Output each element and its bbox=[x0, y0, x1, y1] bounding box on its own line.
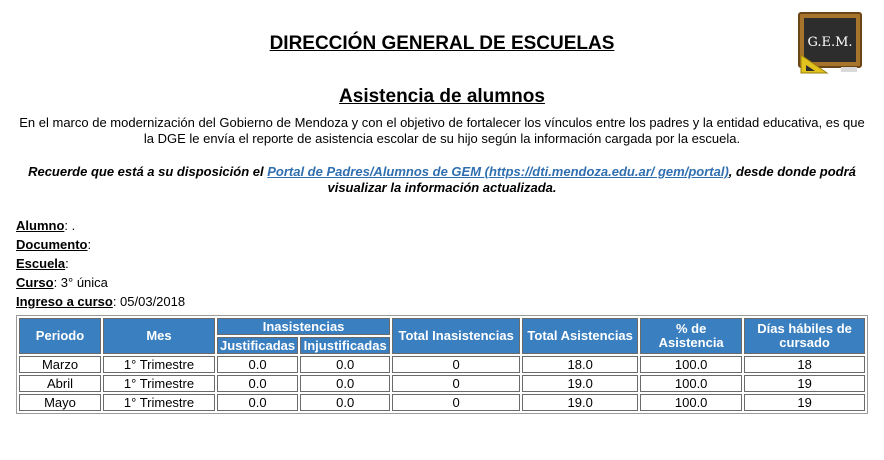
report-title: Asistencia de alumnos bbox=[339, 86, 545, 107]
cell-total-inasistencias: 0 bbox=[392, 394, 520, 411]
portal-link[interactable]: Portal de Padres/Alumnos de GEM (https://dti.mendoza.edu.ar/ gem/portal) bbox=[267, 164, 729, 179]
cell-total-asistencias: 19.0 bbox=[522, 375, 638, 392]
header-mes: Mes bbox=[103, 318, 215, 354]
table-row bbox=[19, 356, 865, 373]
cell-dias: 18 bbox=[744, 356, 865, 373]
cell-justificadas: 0.0 bbox=[217, 375, 298, 392]
header-justificadas: Justificadas bbox=[217, 337, 298, 354]
cell-periodo: Abril bbox=[19, 375, 101, 392]
intro-paragraph: En el marco de modernización del Gobierno de Mendoza y con el objetivo de fortalecer los vínculos entre los padres y la entidad educativa, es que la DGE le envía el reporte de asistencia escolar de su hijo según la información cargada por la escuela. bbox=[19, 115, 865, 146]
alumno-value: : . bbox=[64, 218, 76, 233]
alumno-label: Alumno bbox=[16, 218, 65, 233]
student-info bbox=[16, 216, 185, 311]
header-periodo: Periodo bbox=[19, 318, 101, 354]
cell-total-inasistencias: 0 bbox=[392, 375, 520, 392]
escuela-label: Escuela bbox=[16, 256, 66, 271]
ingreso-value: : 05/03/2018 bbox=[112, 294, 186, 309]
cell-injustificadas: 0.0 bbox=[300, 356, 390, 373]
cell-total-asistencias: 19.0 bbox=[522, 394, 638, 411]
alumno-row bbox=[16, 216, 185, 235]
cell-mes: 1° Trimestre bbox=[103, 356, 215, 373]
header-total-inasistencias: Total Inasistencias bbox=[392, 318, 520, 354]
cell-dias: 19 bbox=[744, 394, 865, 411]
portal-reminder bbox=[14, 164, 870, 196]
escuela-row bbox=[16, 254, 185, 273]
documento-row bbox=[16, 235, 185, 254]
escuela-value: : bbox=[65, 256, 69, 271]
header-dias-habiles: Días hábiles de cursado bbox=[744, 318, 865, 354]
curso-row bbox=[16, 273, 185, 292]
cell-justificadas: 0.0 bbox=[217, 356, 298, 373]
cell-justificadas: 0.0 bbox=[217, 394, 298, 411]
header-total-asistencias: Total Asistencias bbox=[522, 318, 638, 354]
logo-text: G.E.M. bbox=[807, 35, 853, 50]
cell-dias: 19 bbox=[744, 375, 865, 392]
documento-label: Documento bbox=[16, 237, 88, 252]
header-inasistencias: Inasistencias bbox=[217, 318, 390, 335]
curso-value: : 3° única bbox=[53, 275, 108, 290]
header-pct-asistencia: % de Asistencia bbox=[640, 318, 742, 354]
cell-periodo: Marzo bbox=[19, 356, 101, 373]
page-title: DIRECCIÓN GENERAL DE ESCUELAS bbox=[269, 33, 615, 54]
cell-pct: 100.0 bbox=[640, 394, 742, 411]
cell-pct: 100.0 bbox=[640, 356, 742, 373]
table-row bbox=[19, 375, 865, 392]
curso-label: Curso bbox=[16, 275, 54, 290]
cell-mes: 1° Trimestre bbox=[103, 375, 215, 392]
cell-pct: 100.0 bbox=[640, 375, 742, 392]
cell-injustificadas: 0.0 bbox=[300, 375, 390, 392]
cell-total-asistencias: 18.0 bbox=[522, 356, 638, 373]
documento-value: : bbox=[87, 237, 92, 252]
cell-mes: 1° Trimestre bbox=[103, 394, 215, 411]
cell-total-inasistencias: 0 bbox=[392, 356, 520, 373]
ingreso-row bbox=[16, 292, 185, 311]
cell-injustificadas: 0.0 bbox=[300, 394, 390, 411]
reminder-text-before: Recuerde que está a su disposición el bbox=[28, 164, 268, 179]
attendance-table bbox=[16, 315, 868, 414]
ingreso-label: Ingreso a curso bbox=[16, 294, 113, 309]
header-injustificadas: Injustificadas bbox=[300, 337, 390, 354]
table-row bbox=[19, 394, 865, 411]
reminder-text-after: , desde donde podrá visualizar la información actualizada. bbox=[327, 164, 856, 195]
cell-periodo: Mayo bbox=[19, 394, 101, 411]
